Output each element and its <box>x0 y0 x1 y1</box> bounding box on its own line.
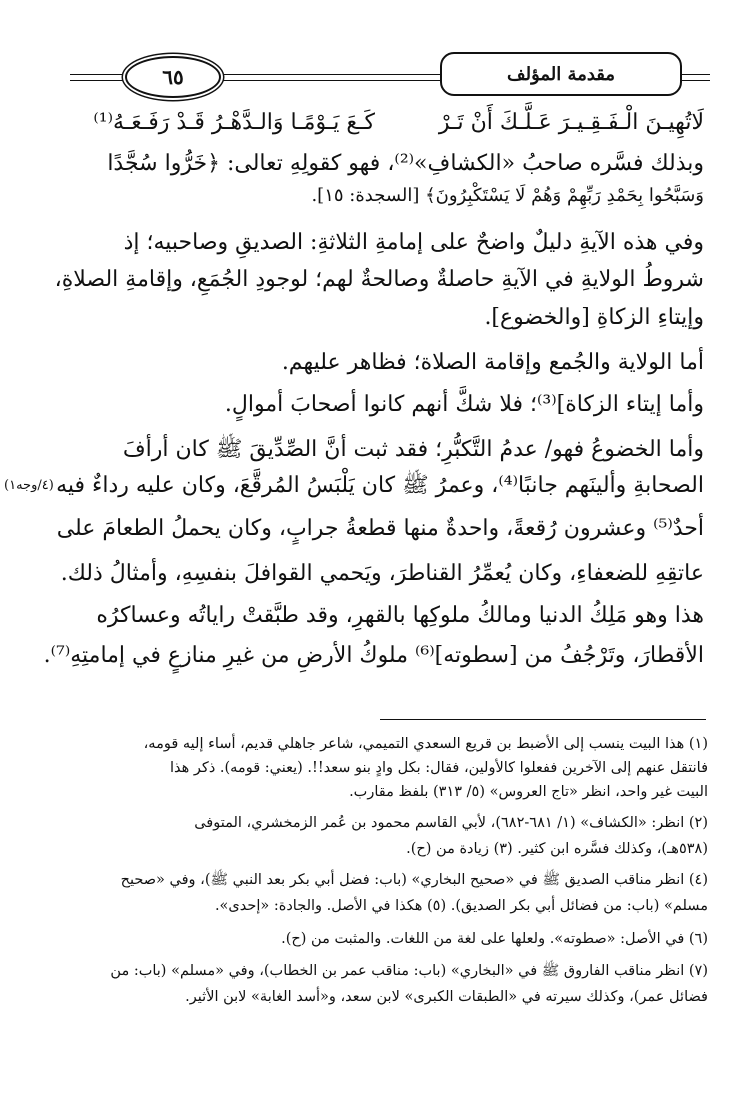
body-line: وفي هذه الآيةِ دليلٌ واضحٌ على إمامةِ الثلاثةِ: الصديقِ وصاحبيه؛ إذ <box>123 230 704 255</box>
body-line: وأما إيتاء الزكاة]⁽³⁾؛ فلا شكَّ أنهم كانوا أصحابَ أموالٍ. <box>224 392 704 417</box>
body-line: الصحابةِ وألينَهم جانبًا⁽⁴⁾، وعمرُ ﷺ كان يَلْبَسُ المُرقَّعَ، وكان عليه رداءٌ فيه <box>56 473 704 498</box>
footnote-line: (١) هذا البيت ينسب إلى الأضبط بن قريع السعدي التميمي، شاعر جاهلي قديم، أساء إليه قومه، <box>143 736 708 752</box>
footnote-divider <box>380 719 706 720</box>
footnote-line: (٥٣٨هـ)، وكذلك فسَّره ابن كثير. (٣) زيادة من (ح). <box>406 841 708 857</box>
body-line: أحدٌ⁽⁵⁾ وعشرون رُقعةً، واحدةٌ منها قطعةُ جرابٍ، وكان يحملُ الطعامَ على <box>56 516 704 541</box>
footnote-line: مسلم» (باب: من فضائل أبي بكر الصديق). (٥) هكذا في الأصل. والجادة: «إحدى». <box>214 898 708 914</box>
body-line: شروطُ الولايةِ في الآيةِ حاصلةٌ وصالحةٌ لهم؛ لوجودِ الجُمَعِ، وإقامةِ الصلاةِ، <box>54 267 704 292</box>
page-header <box>70 52 710 102</box>
body-line: وَسَبَّحُوا بِحَمْدِ رَبِّهِمْ وَهُمْ لَا يَسْتَكْبِرُونَ﴾ [السجدة: ١٥]. <box>311 185 704 206</box>
footnote-line: فضائل عمر)، وكذلك سيرته في «الطبقات الكبرى» لابن سعد، و«أسد الغابة» لابن الأثير. <box>185 989 708 1005</box>
body-line: وبذلك فسَّره صاحبُ «الكشافِ»⁽²⁾، فهو كقولِهِ تعالى: ﴿خَرُّوا سُجَّدًا <box>107 151 704 176</box>
footnote-line: (٦) في الأصل: «صطوته». ولعلها على لغة من اللغات. والمثبت من (ح). <box>281 931 708 947</box>
body-line: الأقطارَ، وتَرْجُفُ من [سطوته]⁽⁶⁾ ملوكُ الأرضِ من غيرِ منازعٍ في إمامتِهِ⁽⁷⁾. <box>43 643 704 668</box>
footnote-line: (٤) انظر مناقب الصديق ﷺ في «صحيح البخاري» (باب: فضل أبي بكر بعد النبي ﷺ)، وفي «صحيح <box>120 872 708 888</box>
footnote-line: (٧) انظر مناقب الفاروق ﷺ في «البخاري» (باب: مناقب عمر بن الخطاب)، وفي «مسلم» (باب: من <box>110 963 708 979</box>
body-line: هذا وهو مَلِكُ الدنيا ومالكُ ملوكِها بالقهرِ، وقد طبَّقتْ راياتُه وعساكرُه <box>96 603 704 628</box>
margin-note: (٤/وجه١) <box>4 478 54 493</box>
footnote-line: فانتقل عنهم إلى الآخرين ففعلوا كالأولين، فقال: بكل وادٍ بنو سعد!!. (يعني: قومه). ذكر هذا <box>170 760 708 776</box>
body-line: وأما الخضوعُ فهو/ عدمُ التَّكبُّرِ؛ فقد ثبت أنَّ الصِّدِّيقَ ﷺ كان أرأفَ <box>122 437 704 462</box>
body-line: عاتقِهِ للضعفاءِ، وكان يُعمِّرُ القناطرَ، ويَحمي القوافلَ بنفسِهِ، وأمثالُ ذلك. <box>60 561 704 586</box>
chapter-title: مقدمة المؤلف <box>440 52 682 96</box>
poem-first-hemistich: لَاتُهِيـنَ الْـفَـقِـيـرَ عَـلَّـكَ أَنْ تَـرْ <box>438 110 704 135</box>
poem-second-hemistich: كَـعَ يَـوْمًـا وَالـدَّهْـرُ قَـدْ رَفَـعَـهُ⁽¹⁾ <box>93 110 375 135</box>
footnote-line: (٢) انظر: «الكشاف» (١/ ٦٨١-٦٨٢)، لأبي القاسم محمود بن عُمر الزمخشري، المتوفى <box>194 815 708 831</box>
page-number: ٦٥ <box>125 56 221 98</box>
body-line: أما الولاية والجُمع وإقامة الصلاة؛ فظاهر عليهم. <box>281 350 704 375</box>
body-line: وإيتاءِ الزكاةِ [والخضوع]. <box>484 305 704 330</box>
footnote-line: البيت غير واحد، انظر «تاج العروس» (٥/ ٣١٣) بلفظ مقارب. <box>349 784 708 800</box>
